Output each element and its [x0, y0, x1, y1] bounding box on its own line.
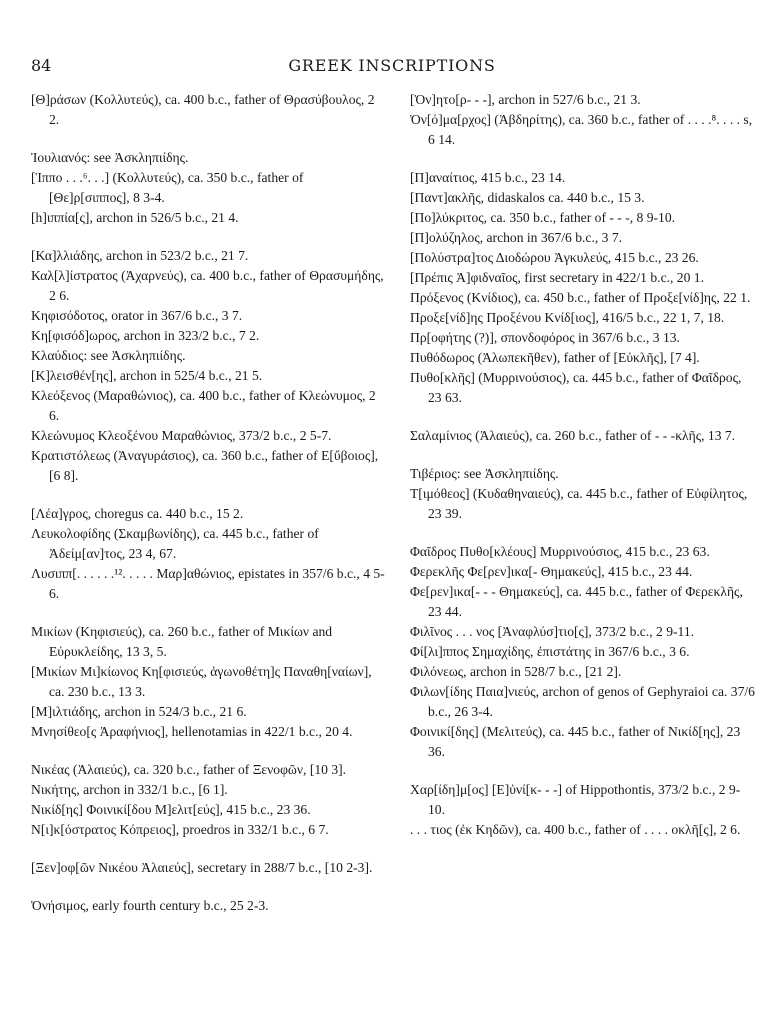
index-entry: Φιλόνεως, archon in 528/7 b.c., [21 2]. [410, 664, 622, 679]
index-entry: [Κα]λλιάδης, archon in 523/2 b.c., 21 7. [31, 248, 249, 263]
left-column [31, 90, 385, 916]
index-entry: Λυσιππ[. . . . . .¹². . . . . Μαρ]αθώνιος, epistates in 357/6 b.c., 4 5-6. [31, 566, 385, 601]
group-separator [31, 130, 385, 148]
right-column [410, 90, 756, 840]
group-separator [31, 486, 385, 504]
group-separator [31, 878, 385, 896]
index-entry: Κρατιστόλεως (Ἀναγυράσιος), ca. 360 b.c., father of Ε[ὔβοιος], [6 8]. [31, 448, 379, 483]
index-entry: Σαλαμίνιος (Ἀλαιεύς), ca. 260 b.c., father of - - -κλῆς, 13 7. [410, 428, 736, 443]
page-header [0, 56, 784, 78]
index-entry: Πρόξενος (Κνίδιος), ca. 450 b.c., father of Προξε[νίδ]ης, 22 1. [410, 290, 751, 305]
index-entry: Μικίων (Κηφισιεύς), ca. 260 b.c., father of Μικίων and Εὐρυκλείδης, 13 3, 5. [31, 624, 333, 659]
index-entry: [Μ]ιλτιάδης, archon in 524/3 b.c., 21 6. [31, 704, 247, 719]
index-entry: [Μικίων Μι]κίωνος Κη[φισιεύς, ἀγωνοθέτη]ς Παναθη[ναίων], ca. 230 b.c., 13 3. [31, 664, 372, 699]
index-entry: Πρ[οφήτης (?)], σπονδοφόρος in 367/6 b.c., 3 13. [410, 330, 680, 345]
group-separator [31, 604, 385, 622]
index-entry: Φί[λι]ππος Σημαχίδης, ἐπιστάτης in 367/6 b.c., 3 6. [410, 644, 690, 659]
index-entry: [Ἱππο . . .⁶. . .] (Κολλυτεύς), ca. 350 b.c., father of [Θε]ρ[σιππος], 8 3-4. [31, 170, 304, 205]
index-entry: [Πο]λύκριτος, ca. 350 b.c., father of - - -, 8 9-10. [410, 210, 676, 225]
index-entry: [Ξεν]οφ[ῶν Νικέου Ἀλαιεύς], secretary in 288/7 b.c., [10 2-3]. [31, 860, 373, 875]
index-entry: Τιβέριος: see Ἀσκληπιίδης. [410, 466, 559, 481]
group-separator [31, 228, 385, 246]
index-entry: [Π]αναίτιος, 415 b.c., 23 14. [410, 170, 566, 185]
index-entry: Ὀνήσιμος, early fourth century b.c., 25 2-3. [31, 898, 269, 913]
index-entry: Νικήτης, archon in 332/1 b.c., [6 1]. [31, 782, 228, 797]
index-entry: Κλαύδιος: see Ἀσκληπιίδης. [31, 348, 186, 363]
index-entry: Νικέας (Ἀλαιεύς), ca. 320 b.c., father of Ξενοφῶν, [10 3]. [31, 762, 347, 777]
index-entry: Ἰουλιανός: see Ἀσκληπιίδης. [31, 150, 189, 165]
group-separator [31, 742, 385, 760]
index-entry: Μνησίθεο[ς Ἀραφήνιος], hellenotamias in 422/1 b.c., 20 4. [31, 724, 353, 739]
index-entry: Κη[φισόδ]ωρος, archon in 323/2 b.c., 7 2. [31, 328, 260, 343]
index-entry: Πυθόδωρος (Ἀλωπεκῆθεν), father of [Εὐκλῆς], [7 4]. [410, 350, 700, 365]
index-entry: Ὀν[ό]μα[ρχος] (Ἀβδηρίτης), ca. 360 b.c., father of . . . .⁸. . . . s, 6 14. [410, 112, 753, 147]
index-entry: Προξε[νίδ]ης Προξένου Κνίδ[ιος], 416/5 b.c., 22 1, 7, 18. [410, 310, 725, 325]
index-entry: Λευκολοφίδης (Σκαμβωνίδης), ca. 445 b.c., father of Ἀδείμ[αν]τος, 23 4, 67. [31, 526, 319, 561]
index-entry: Ν[ι]κ[όστρατος Κόπρειος], proedros in 332/1 b.c., 6 7. [31, 822, 329, 837]
index-entry: Τ[ιμόθεος] (Κυδαθηναιεύς), ca. 445 b.c., father of Εὐφίλητος, 23 39. [410, 486, 748, 521]
index-entry: Πυθο[κλῆς] (Μυρρινούσιος), ca. 445 b.c., father of Φαῖδρος, 23 63. [410, 370, 742, 405]
group-separator [410, 524, 756, 542]
index-entry: Κλεόξενος (Μαραθώνιος), ca. 400 b.c., father of Κλεώνυμος, 2 6. [31, 388, 376, 423]
index-entry: [Παντ]ακλῆς, didaskalos ca. 440 b.c., 15 3. [410, 190, 645, 205]
index-entry: Φερεκλῆς Φε[ρεν]ικα[- Θημακεύς], 415 b.c., 23 44. [410, 564, 693, 579]
index-entry: [Πρέπις Ἀ]φιδναῖος, first secretary in 422/1 b.c., 20 1. [410, 270, 704, 285]
index-entry: [Κ]λεισθέν[ης], archon in 525/4 b.c., 21 5. [31, 368, 263, 383]
index-entry: [Θ]ράσων (Κολλυτεύς), ca. 400 b.c., father of Θρασύβουλος, 2 2. [31, 92, 375, 127]
group-separator [410, 762, 756, 780]
index-entry: Φιλων[ίδης Παια]νιεύς, archon of genos of Gephyraioi ca. 37/6 b.c., 26 3-4. [410, 684, 755, 719]
index-entry: Νικίδ[ης] Φοινικί[δου Μ]ελιτ[εύς], 415 b.c., 23 36. [31, 802, 311, 817]
index-entry: [h]ιππία[ς], archon in 526/5 b.c., 21 4. [31, 210, 239, 225]
index-entry: [Πολύστρα]τος Διοδώρου Ἀγκυλεύς, 415 b.c., 23 26. [410, 250, 699, 265]
index-entry: [Π]ολύζηλος, archon in 367/6 b.c., 3 7. [410, 230, 623, 245]
index-entry: . . . τιος (ἐκ Κηδῶν), ca. 400 b.c., father of . . . . οκλῆ[ς], 2 6. [410, 822, 741, 837]
index-entry: Φε[ρεν]ικα[- - - Θημακεύς], ca. 445 b.c., father of Φερεκλῆς, 23 44. [410, 584, 743, 619]
index-entry: Φαῖδρος Πυθο[κλέους] Μυρρινούσιος, 415 b.c., 23 63. [410, 544, 710, 559]
group-separator [31, 840, 385, 858]
index-entry: Κηφισόδοτος, orator in 367/6 b.c., 3 7. [31, 308, 243, 323]
index-entry: Καλ[λ]ίστρατος (Ἀχαρνεύς), ca. 400 b.c., father of Θρασυμήδης, 2 6. [31, 268, 384, 303]
index-entry: Κλεώνυμος Κλεοξένου Μαραθώνιος, 373/2 b.c., 2 5-7. [31, 428, 332, 443]
running-title: GREEK INSCRIPTIONS [288, 56, 496, 75]
index-entry: Χαρ[ίδη]μ[ος] [Ε]ὐνί[κ- - -] of Hippothontis, 373/2 b.c., 2 9-10. [410, 782, 741, 817]
index-entry: [Λέα]γρος, choregus ca. 440 b.c., 15 2. [31, 506, 244, 521]
group-separator [410, 446, 756, 464]
page-number: 84 [31, 56, 52, 75]
group-separator [410, 150, 756, 168]
index-entry: Φιλῖνος . . . νος [Ἀναφλύσ]τιο[ς], 373/2 b.c., 2 9-11. [410, 624, 695, 639]
group-separator [410, 408, 756, 426]
index-entry: Φοινικί[δης] (Μελιτεύς), ca. 445 b.c., father of Νικίδ[ης], 23 36. [410, 724, 741, 759]
index-entry: [Ὀν]ητο[ρ- - -], archon in 527/6 b.c., 21 3. [410, 92, 641, 107]
